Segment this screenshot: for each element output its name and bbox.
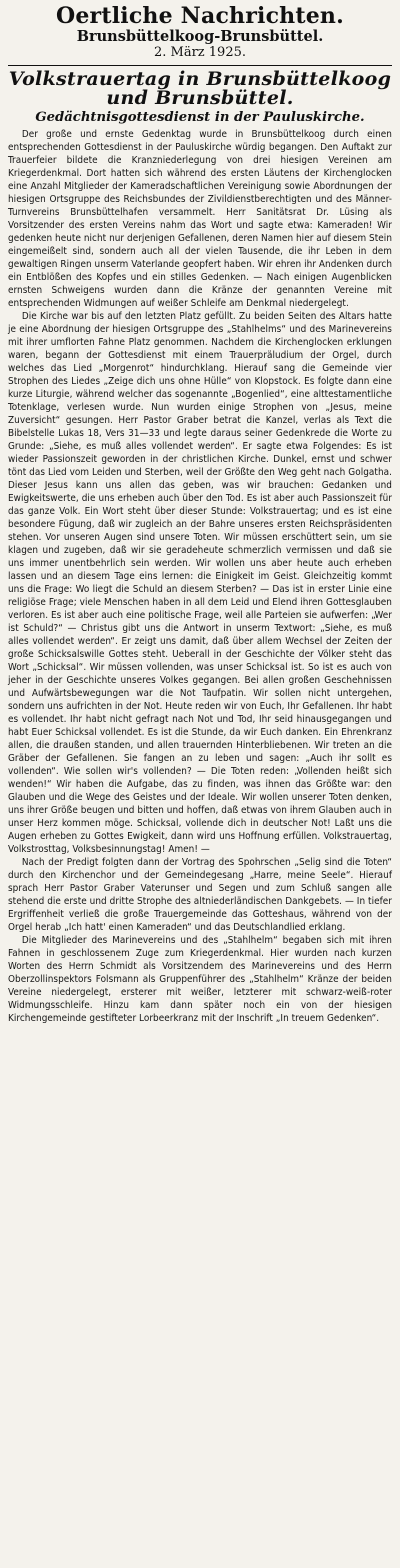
article-headline-line-1: Volkstrauertag in Brunsbüttelkoog [8, 68, 392, 90]
article-paragraph-3: Nach der Predigt folgten dann der Vortrag des Spohrschen „Selig sind die Toten“ durch den Kirchenchor und der Gemeindegesang „Harre, meine Seele“. Hierauf sprach Herr Pastor Graber Vaterunser und Segen und zum Schluß sangen alle stehend die erste und dritte Strophe des altniederländischen Dankgebets. — In tiefer Ergriffenheit verließ die große Trauergemeinde das Gotteshaus, während von der Orgel herab „Ich hatt' einen Kameraden“ und das Deutschlandlied erklang. [8, 857, 392, 933]
section-subtitle: Brunsbüttelkoog-Brunsbüttel. [76, 28, 324, 45]
article-paragraph-4: Die Mitglieder des Marinevereins und des „Stahlhelm“ begaben sich mit ihren Fahnen in geschlossenem Zuge zum Kriegerdenkmal. Hier wurden nach kurzen Worten des Herrn Schmidt als Vorsitzendem des Marinevereins und des Herrn Oberzollinspektors Folsmann als Gruppenführer des „Stahlhelm“ Kränze der beiden Vereine niedergelegt, ersterer mit weißer, letzterer mit schwarz-weiß-roter Widmungsschleife. Hinzu kam dann später noch ein von der hiesigen Kirchengemeinde gestifteter Lorbeerkranz mit der Inschrift „In treuem Gedenken“. [8, 935, 392, 1024]
article-paragraph-2: Die Kirche war bis auf den letzten Platz gefüllt. Zu beiden Seiten des Altars hatte je eine Abordnung der hiesigen Ortsgruppe des „Stahlhelms“ und des Marinevereins mit ihrer umflorten Fahne Platz genommen. Nachdem die Kirchenglocken erklungen waren, begann der Gottesdienst mit einem Trauerpräludium der Orgel, durch welches das Lied „Morgenrot“ hindurchklang. Hierauf sang die Gemeinde vier Strophen des Liedes „Zeige dich uns ohne Hülle“ von Klopstock. Es folgte dann eine kurze Liturgie, während welcher das sogenannte „Bogenlied“, eine alttestamentliche Totenklage, verlesen wurde. Nun wurden einige Strophen von „Jesus, meine Zuversicht“ gesungen. Herr Pastor Graber betrat die Kanzel, verlas als Text die Bibelstelle Lukas 18, Vers 31—33 und legte daraus seiner Gedenkrede die Worte zu Grunde: „Siehe, es muß alles vollendet werden“. Er sagte etwa Folgendes: Es ist wieder Passionszeit geworden in der christlichen Kirche. Dunkel, ernst und schwer tönt das Lied vom Leiden und Sterben, weil der Größte den Weg geht nach Golgatha. Dieser Jesus kann uns allen das geben, was wir brauchen: Gedanken und Ewigkeitswerte, die uns erheben auch über den Tod. Es ist aber auch Passionszeit für das ganze Volk. Ein Wort steht über dieser Stunde: Volkstrauertag; und es ist eine besondere Fügung, daß wir zugleich an der Bahre unseres ersten Reichspräsidenten stehen. Vor unseren Augen sind unsere Toten. Wir müssen erschüttert sein, um sie klagen und zugeben, daß wir sie geradeheute schmerzlich vermissen und daß sie uns immer unentbehrlich sein werden. Wir wollen uns aber heute auch erheben lassen und an diesem Tage eins lernen: die Einigkeit im Geist. Gleichzeitig kommt uns die Frage: Wo liegt die Schuld an diesem Sterben? — Das ist in erster Linie eine religiöse Frage; viele Menschen haben in all dem Leid und Elend ihren Gottesglauben verloren. Es ist aber auch eine politische Frage, weil alle Parteien sie aufwerfen: „Wer ist Schuld?“ — Christus gibt uns die Antwort in unserm Textwort: „Siehe, es muß alles vollendet werden“. Er zeigt uns damit, daß über allem Wechsel der Zeiten der große Schicksalswille Gottes steht. Ueberall in der Geschichte der Völker steht das Wort „Schicksal“. Wir müssen vollenden, was unser Schicksal ist. So ist es auch von jeher in der Geschichte unseres Volkes gegangen. Bei allen großen Geschehnissen und Aufwärtsbewegungen war die Not Taufpatin. Wir sollen nicht untergehen, sondern uns aufrichten in der Not. Heute reden wir von Euch, Ihr Gefallenen. Ihr habt es vollendet. Ihr habt nicht gefragt nach Not und Tod, Ihr seid hinausgegangen und habt Euer Schicksal vollendet. Es ist die Stunde, da wir Euch danken. Ein Ehrenkranz allen, die draußen standen, und allen trauernden Hinterbliebenen. Wir treten an die Gräber der Gefallenen. Sie fangen an zu leben und sagen: „Auch ihr sollt es vollenden“. Wie sollen wir's vollenden? — Die Toten reden: „Vollenden heißt sich wenden!“ Wir haben die Aufgabe, das zu finden, was ihnen das Größte war: den Glauben und die Wege des Geistes und der Ideale. Wir wollen unserer Toten denken, uns ihrer Größe beugen und bitten und hoffen, daß etwas von ihrem Glauben auch in unser Herz kommen möge. Schicksal, vollende dich in deutscher Not! Laßt uns die Augen erheben zu Gottes Ewigkeit, dann wird uns Hoffnung erfüllen. Volkstrauertag, Volkstrosttag, Volksbesinnungstag! Amen! — [8, 311, 392, 855]
section-masthead [8, 4, 392, 61]
article-body [8, 128, 392, 1025]
article-paragraph-1: Der große und ernste Gedenktag wurde in Brunsbüttelkoog durch einen entsprechenden Gottesdienst in der Pauluskirche würdig begangen. Den Auftakt zur Trauerfeier bildete die Kranzniederlegung von drei hiesigen Vereinen am Kriegerdenkmal. Dort hatten sich während des ersten Läutens der Kirchenglocken eine Anzahl Mitglieder der Kameradschaftlichen Vereinigung sowie Abordnungen der hiesigen Ortsgruppe des Reichsbundes der Zivildienstberechtigten und des Männer-Turnvereins Brunsbüttelhafen versammelt. Herr Sanitätsrat Dr. Lüsing als Vorsitzender des ersten Vereins nahm das Wort und sagte etwa: Kameraden! Wir gedenken heute nicht nur derjenigen Gefallenen, deren Namen hier auf diesem Stein eingemeißelt sind, sondern auch all der vielen Tausende, die ihr Leben in dem gewaltigen Ringen unserm Vaterlande geopfert haben. Wir ehren ihr Andenken durch ein Entblößen des Kopfes und ein stilles Gedenken. — Nach einigen Augenblicken ernsten Schweigens wurden dann die Kränze der genannten Vereine mit entsprechenden Widmungen auf weißer Schleife am Denkmal niedergelegt. [8, 129, 392, 309]
article-headline-line-2: und Brunsbüttel. [106, 87, 294, 109]
article-subheadline: Gedächtnisgottesdienst in der Pauluskirche. [35, 110, 365, 125]
section-title: Oertliche Nachrichten. [56, 3, 344, 29]
section-divider [8, 65, 392, 66]
article-headline [8, 70, 392, 108]
issue-date: 2. März 1925. [153, 45, 246, 60]
